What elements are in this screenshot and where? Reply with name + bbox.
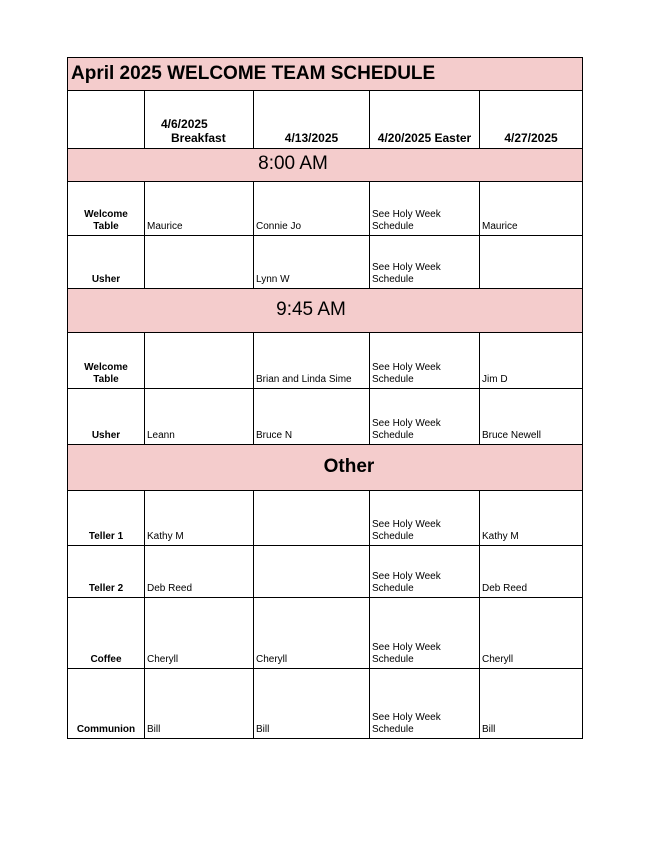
schedule-cell: Maurice	[480, 182, 583, 236]
section-label: 8:00 AM	[258, 153, 328, 174]
schedule-cell: See Holy Week Schedule	[370, 389, 480, 445]
role-cell	[68, 236, 145, 289]
section-label: 9:45 AM	[276, 298, 346, 320]
role-cell	[68, 182, 145, 236]
role-cell	[68, 598, 145, 669]
schedule-row	[68, 598, 583, 669]
role-label: Welcome	[84, 209, 128, 220]
schedule-cell: Brian and Linda Sime	[254, 333, 370, 389]
schedule-cell: Kathy M	[145, 491, 254, 546]
schedule-cell	[145, 333, 254, 389]
schedule-cell: Cheryll	[145, 598, 254, 669]
header-date-1-line2: Breakfast	[171, 131, 226, 145]
role-label: Usher	[91, 274, 121, 285]
section-row	[68, 445, 583, 491]
schedule-cell: Connie Jo	[254, 182, 370, 236]
role-cell	[68, 669, 145, 739]
header-cell-empty	[68, 91, 145, 149]
section-heading	[68, 149, 583, 182]
schedule-cell	[254, 546, 370, 598]
role-label: Teller 2	[88, 583, 124, 594]
schedule-cell: See Holy Week Schedule	[370, 333, 480, 389]
schedule-row	[68, 491, 583, 546]
role-label: Welcome	[84, 362, 128, 373]
schedule-row	[68, 669, 583, 739]
schedule-cell: Lynn W	[254, 236, 370, 289]
schedule-cell	[254, 491, 370, 546]
header-row	[68, 91, 583, 149]
schedule-cell: See Holy Week Schedule	[370, 491, 480, 546]
header-date-1-line1: 4/6/2025	[161, 117, 208, 131]
schedule-cell	[480, 236, 583, 289]
section-row	[68, 149, 583, 182]
section-heading	[68, 289, 583, 333]
header-date-3: 4/20/2025 Easter	[370, 91, 480, 149]
role-label: Communion	[76, 724, 136, 735]
schedule-cell: See Holy Week Schedule	[370, 236, 480, 289]
schedule-cell: See Holy Week Schedule	[370, 598, 480, 669]
schedule-cell: Deb Reed	[480, 546, 583, 598]
role-cell	[68, 491, 145, 546]
section-label: Other	[323, 455, 375, 477]
schedule-cell: See Holy Week Schedule	[370, 546, 480, 598]
schedule-row	[68, 236, 583, 289]
section-heading	[68, 445, 583, 491]
role-label: Coffee	[90, 654, 122, 665]
schedule-row	[68, 389, 583, 445]
schedule-cell: Maurice	[145, 182, 254, 236]
header-date-1	[145, 91, 254, 149]
schedule-cell	[145, 236, 254, 289]
role-cell	[68, 546, 145, 598]
role-cell	[68, 333, 145, 389]
section-row	[68, 289, 583, 333]
schedule-cell: Bill	[480, 669, 583, 739]
role-label: Teller 1	[88, 531, 124, 542]
schedule-cell: Cheryll	[480, 598, 583, 669]
schedule-table	[67, 57, 583, 739]
schedule-cell: Leann	[145, 389, 254, 445]
schedule-cell: Deb Reed	[145, 546, 254, 598]
schedule-cell: Cheryll	[254, 598, 370, 669]
role-label-line2: Table	[93, 374, 119, 385]
role-label-line2: Table	[93, 221, 119, 232]
schedule-cell: Kathy M	[480, 491, 583, 546]
schedule-row	[68, 182, 583, 236]
schedule-cell: See Holy Week Schedule	[370, 182, 480, 236]
schedule-row	[68, 333, 583, 389]
schedule-cell: Bill	[254, 669, 370, 739]
schedule-cell: Bill	[145, 669, 254, 739]
schedule-cell: Bruce Newell	[480, 389, 583, 445]
role-cell	[68, 389, 145, 445]
role-label: Usher	[91, 430, 121, 441]
schedule-cell: See Holy Week Schedule	[370, 669, 480, 739]
header-date-2: 4/13/2025	[254, 91, 370, 149]
schedule-cell: Bruce N	[254, 389, 370, 445]
schedule-row	[68, 546, 583, 598]
header-date-4: 4/27/2025	[480, 91, 583, 149]
schedule-sheet	[67, 57, 582, 739]
page-title: April 2025 WELCOME TEAM SCHEDULE	[68, 58, 583, 91]
schedule-cell: Jim D	[480, 333, 583, 389]
